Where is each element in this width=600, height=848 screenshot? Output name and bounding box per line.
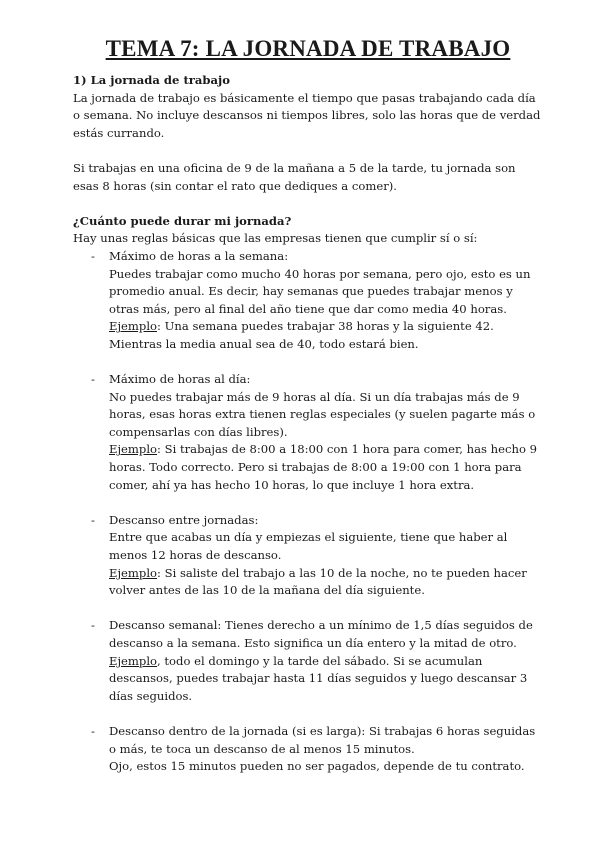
- rule-break-within-shift: [73, 723, 543, 776]
- rule-title: Descanso dentro de la jornada (si es larga): Si trabajas 6 horas seguidas o más, te toca un descanso de al menos 15 minutos.: [109, 723, 536, 756]
- rule-example: [109, 565, 543, 600]
- section1-paragraph1: La jornada de trabajo es básicamente el tiempo que pasas trabajando cada día o semana. No incluye descansos ni tiempos libres, solo las horas que de verdad estás currando.: [73, 90, 541, 140]
- section2-intro: Hay unas reglas básicas que las empresas tienen que cumplir sí o sí:: [73, 231, 478, 246]
- rule-body: Entre que acabas un día y empiezas el siguiente, tiene que haber al menos 12 horas de descanso.: [109, 530, 508, 563]
- example-label: Ejemplo: [109, 319, 158, 334]
- rule-example: [109, 318, 543, 353]
- rule-note: Ojo, estos 15 minutos pueden no ser pagados, depende de tu contrato.: [109, 759, 525, 774]
- bullet-dash: -: [91, 372, 95, 387]
- rule-example: [109, 653, 543, 706]
- rules-list: [73, 248, 543, 776]
- rule-body: No puedes trabajar más de 9 horas al día. Si un día trabajas más de 9 horas, esas horas extra tienen reglas especiales (y suelen pagarte más o compensarlas con días libres).: [109, 389, 536, 439]
- section2-heading: ¿Cuánto puede durar mi jornada?: [73, 213, 292, 228]
- bullet-dash: -: [91, 723, 95, 738]
- section1-heading: 1) La jornada de trabajo: [73, 73, 230, 87]
- rule-title: Descanso semanal: Tienes derecho a un mínimo de 1,5 días seguidos de descanso a la semana. Esto significa un día entero y la mitad de otro.: [109, 618, 533, 650]
- example-text: : Si saliste del trabajo a las 10 de la noche, no te pueden hacer volver antes de las 10 de la mañana del día siguiente.: [109, 565, 527, 598]
- bullet-dash: -: [91, 618, 95, 633]
- rule-title: Máximo de horas a la semana:: [109, 248, 289, 263]
- rule-title: Descanso entre jornadas:: [109, 512, 259, 527]
- section1-paragraph2: Si trabajas en una oficina de 9 de la mañana a 5 de la tarde, tu jornada son esas 8 horas (sin contar el rato que dediques a comer).: [73, 160, 516, 193]
- rule-weekly-rest: [73, 617, 543, 723]
- rule-weekly-hours: [73, 248, 543, 371]
- rule-body: Puedes trabajar como mucho 40 horas por semana, pero ojo, esto es un promedio anual. Es decir, hay semanas que puedes trabajar menos y otras más, pero al final del año tiene que dar como media 40 horas.: [109, 266, 531, 316]
- example-label: Ejemplo: [109, 565, 158, 580]
- example-label: Ejemplo: [109, 653, 158, 668]
- bullet-dash: -: [91, 512, 95, 527]
- rule-title: Máximo de horas al día:: [109, 372, 251, 387]
- example-text: : Si trabajas de 8:00 a 18:00 con 1 hora para comer, has hecho 9 horas. Todo correcto. Pero si trabajas de 8:00 a 19:00 con 1 hora para comer, ahí ya has hecho 10 horas, lo que incluye 1 hora extra.: [109, 442, 537, 492]
- rule-rest-between-shifts: [73, 512, 543, 618]
- bullet-dash: -: [91, 248, 95, 263]
- rule-example: [109, 441, 543, 494]
- rule-daily-hours: [73, 371, 543, 512]
- example-label: Ejemplo: [109, 442, 158, 457]
- example-text: , todo el domingo y la tarde del sábado. Si se acumulan descansos, puedes trabajar hasta 11 días seguidos y luego descansar 3 días seguidos.: [109, 653, 528, 703]
- document-page: [73, 34, 543, 776]
- example-text: : Una semana puedes trabajar 38 horas y la siguiente 42. Mientras la media anual sea de 40, todo estará bien.: [109, 319, 494, 351]
- document-title: TEMA 7: LA JORNADA DE TRABAJO: [105, 36, 511, 61]
